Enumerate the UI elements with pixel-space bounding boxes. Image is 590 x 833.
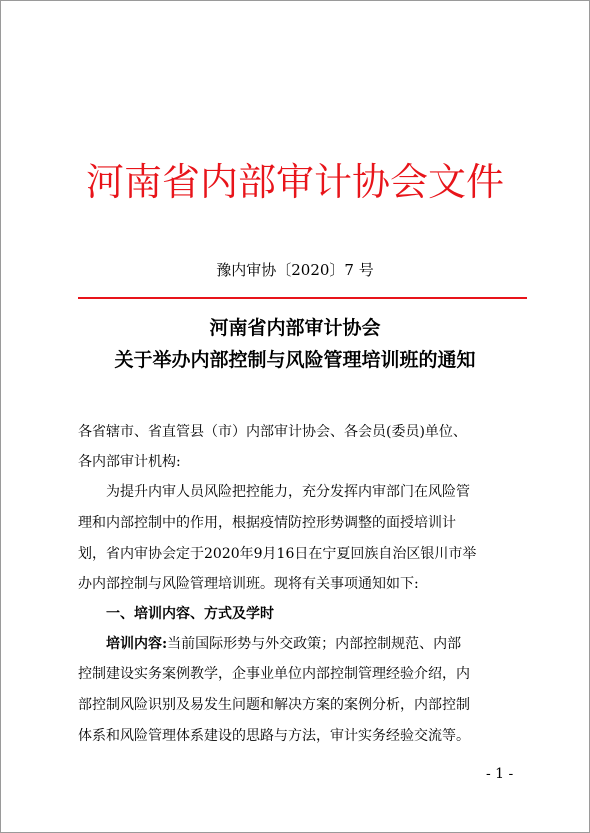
document-header: 河南省内部审计协会文件 bbox=[85, 160, 504, 204]
document-title-line-2: 关于举办内部控制与风险管理培训班的通知 bbox=[114, 349, 476, 371]
content-line-1 bbox=[106, 634, 546, 654]
content-line-3: 部控制风险识别及易发生问题和解决方案的案例分析，内部控制 bbox=[78, 697, 470, 713]
addressee-line-2: 各内部审计机构: bbox=[78, 454, 181, 470]
document-title-line-1: 河南省内部审计协会 bbox=[209, 317, 381, 339]
content-line-1-text: 当前国际形势与外交政策；内部控制规范、内部 bbox=[167, 636, 462, 652]
paragraph-line-3: 划，省内审协会定于2020年9月16日在宁夏回族自治区银川市举 bbox=[78, 546, 477, 562]
red-divider-line bbox=[78, 297, 527, 299]
document-number: 豫内审协〔2020〕7 号 bbox=[216, 261, 374, 279]
content-label: 培训内容: bbox=[106, 636, 168, 652]
section-heading: 一、培训内容、方式及学时 bbox=[106, 606, 274, 622]
content-line-4: 体系和风险管理体系建设的思路与方法，审计实务经验交流等。 bbox=[78, 728, 470, 744]
paragraph-line-2: 理和内部控制中的作用，根据疫情防控形势调整的面授培训计 bbox=[78, 515, 456, 531]
paragraph-line-4: 办内部控制与风险管理培训班。现将有关事项通知如下: bbox=[78, 576, 419, 592]
content-line-2: 控制建设实务案例教学，企事业单位内部控制管理经验介绍，内 bbox=[78, 666, 470, 682]
page-number: - 1 - bbox=[486, 766, 514, 782]
paragraph-line-1: 为提升内审人员风险把控能力，充分发挥内审部门在风险管 bbox=[106, 484, 470, 500]
addressee-line-1: 各省辖市、省直管县（市）内部审计协会、各会员(委员)单位、 bbox=[78, 424, 467, 440]
